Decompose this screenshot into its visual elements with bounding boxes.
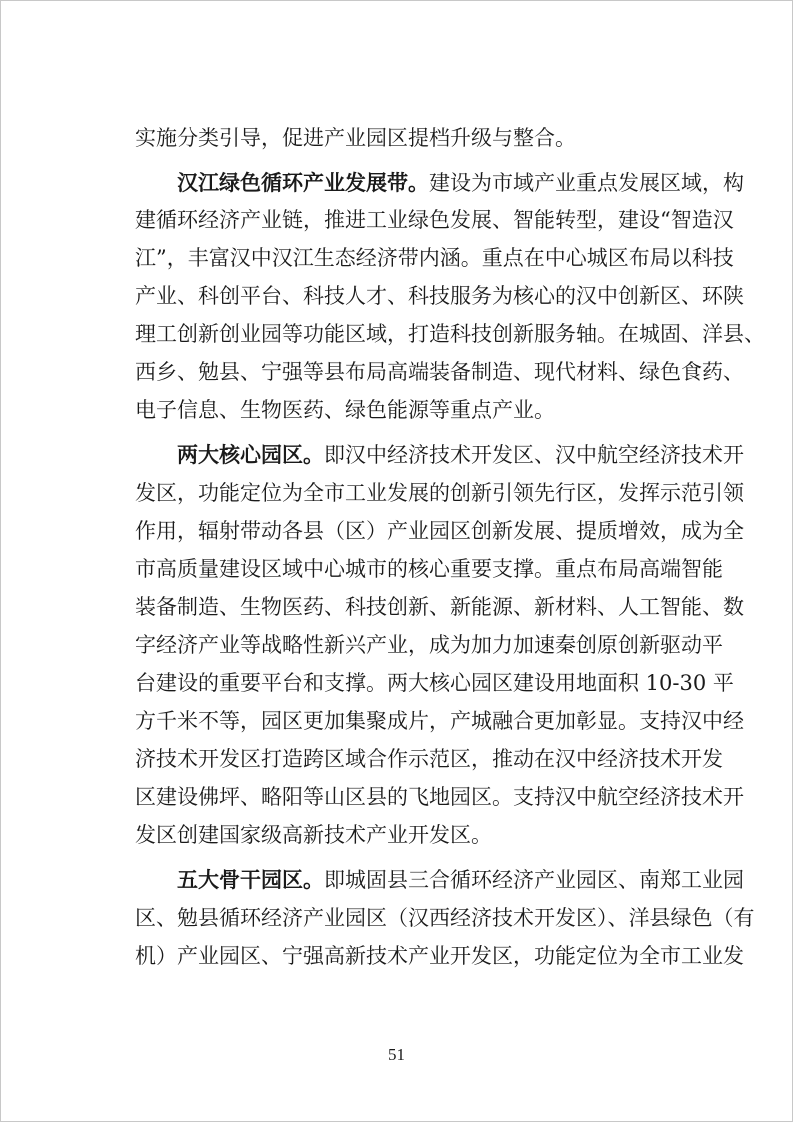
paragraph-line: 市高质量建设区域中心城市的核心重要支撑。重点布局高端智能 — [135, 557, 723, 581]
paragraph-line: 台建设的重要平台和支撑。两大核心园区建设用地面积 10-30 平 — [135, 671, 734, 695]
paragraph-line: 作用，辐射带动各县（区）产业园区创新发展、提质增效，成为全 — [135, 519, 744, 543]
paragraph-line: 产业、科创平台、科技人才、科技服务为核心的汉中创新区、环陕 — [135, 284, 744, 308]
paragraph-line: 发区，功能定位为全市工业发展的创新引领先行区，发挥示范引领 — [135, 481, 744, 505]
paragraph-line: 机）产业园区、宁强高新技术产业开发区，功能定位为全市工业发 — [135, 944, 744, 968]
paragraph-line: 电子信息、生物医药、绿色能源等重点产业。 — [135, 398, 555, 422]
paragraph-line: 装备制造、生物医药、科技创新、新能源、新材料、人工智能、数 — [135, 595, 744, 619]
paragraph-line: 区建设佛坪、略阳等山区县的飞地园区。支持汉中航空经济技术开 — [135, 785, 744, 809]
paragraph-line: 济技术开发区打造跨区域合作示范区，推动在汉中经济技术开发 — [135, 747, 723, 771]
paragraph-line — [177, 865, 744, 895]
paragraph-line: 方千米不等，园区更加集聚成片，产城融合更加彰显。支持汉中经 — [135, 709, 744, 733]
paragraph-line: 西乡、勉县、宁强等县布局高端装备制造、现代材料、绿色食药、 — [135, 360, 744, 384]
page-number: 51 — [388, 1045, 405, 1064]
section-lead-hanjiang: 汉江绿色循环产业发展带。 — [177, 170, 429, 195]
section-lead-core-parks: 两大核心园区。 — [177, 442, 324, 467]
paragraph-line: 实施分类引导，促进产业园区提档升级与整合。 — [135, 126, 576, 150]
paragraph-text: 即汉中经济技术开发区、汉中航空经济技术开 — [324, 443, 744, 467]
paragraph-line — [177, 440, 744, 470]
paragraph-line: 建循环经济产业链，推进工业绿色发展、智能转型，建设“智造汉 — [135, 208, 734, 232]
paragraph-text: 即城固县三合循环经济产业园区、南郑工业园 — [324, 868, 744, 892]
paragraph-line: 发区创建国家级高新技术产业开发区。 — [135, 823, 492, 847]
section-lead-backbone-parks: 五大骨干园区。 — [177, 867, 324, 892]
paragraph-line: 字经济产业等战略性新兴产业，成为加力加速秦创原创新驱动平 — [135, 633, 723, 657]
paragraph-line: 理工创新创业园等功能区域，打造科技创新服务轴。在城固、洋县、 — [135, 322, 765, 346]
paragraph-line: 江”，丰富汉中汉江生态经济带内涵。重点在中心城区布局以科技 — [135, 246, 734, 270]
paragraph-line — [177, 168, 744, 198]
paragraph-line: 区、勉县循环经济产业园区（汉西经济技术开发区）、洋县绿色（有 — [135, 906, 755, 930]
paragraph-text: 建设为市域产业重点发展区域，构 — [429, 171, 744, 195]
